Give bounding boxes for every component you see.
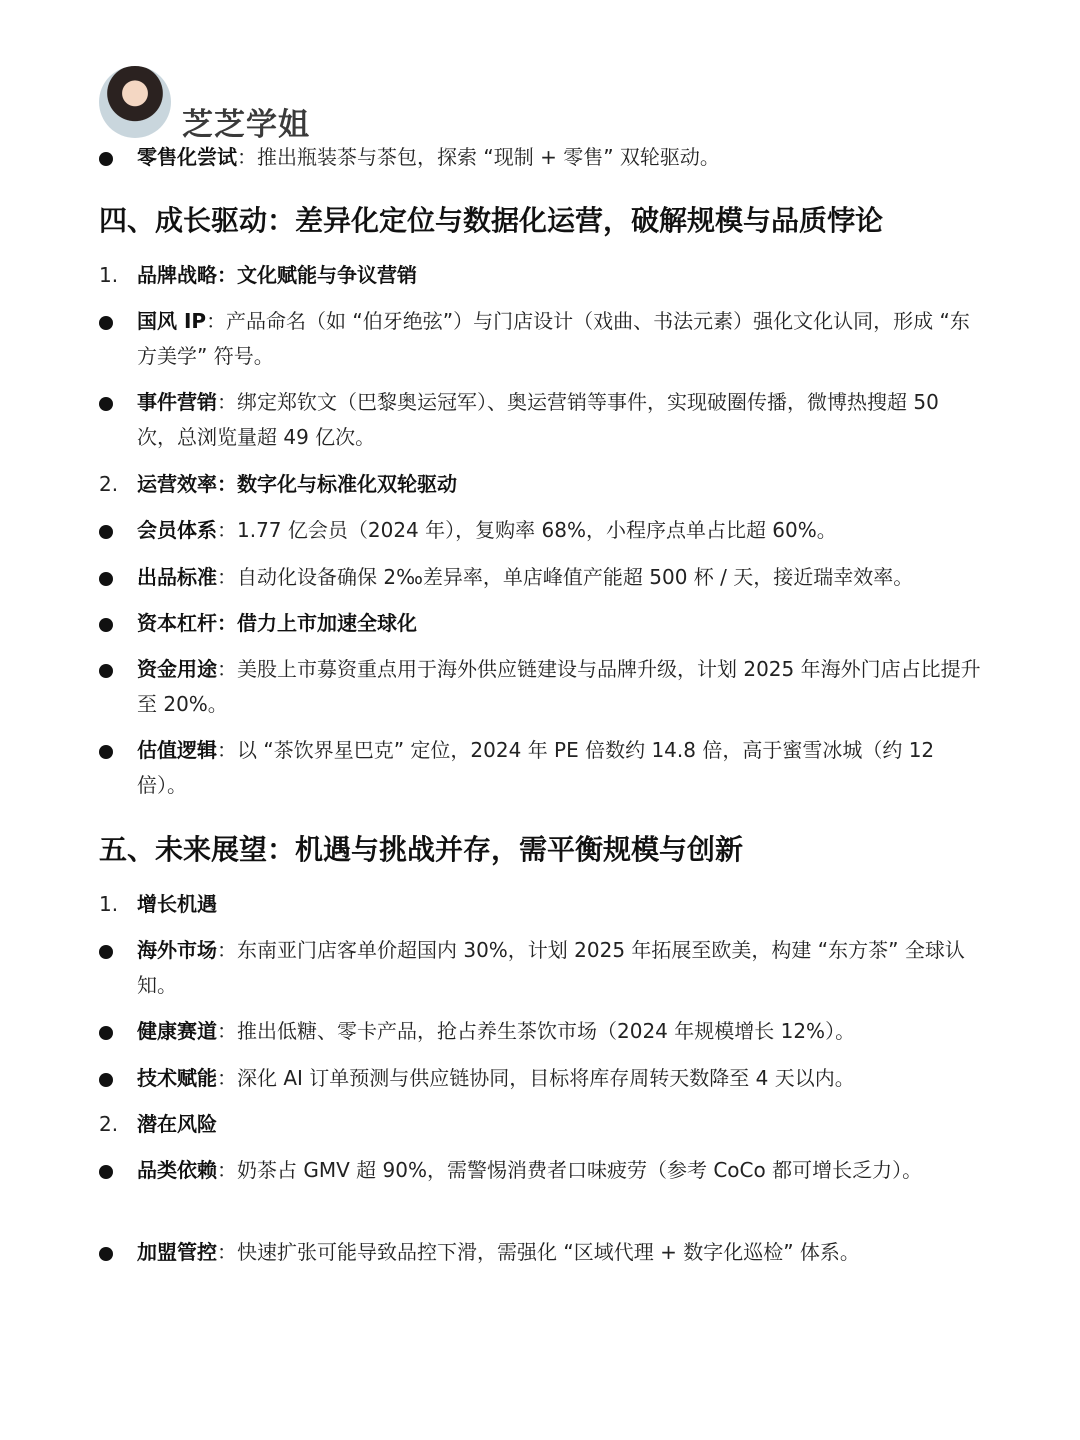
bullet-icon (99, 1026, 113, 1040)
item-text: ：以 “茶饮界星巴克” 定位，2024 年 PE 倍数约 14.8 倍，高于蜜雪冰城（约 12 倍）。 (137, 738, 935, 797)
bullet-icon (99, 572, 113, 586)
item-label: 资本杠杆：借力上市加速全球化 (137, 611, 417, 635)
list-item (99, 933, 984, 1003)
item-label: 估值逻辑 (137, 738, 217, 762)
bullet-icon (99, 945, 113, 959)
item-label: 资金用途 (137, 657, 217, 681)
subheading-label: 品牌战略：文化赋能与争议营销 (137, 263, 417, 287)
list-number: 2. (99, 472, 119, 496)
list-item (99, 513, 984, 548)
numbered-subheading (99, 258, 984, 293)
item-label: 国风 IP (137, 309, 207, 333)
subheading-label: 运营效率：数字化与标准化双轮驱动 (137, 472, 457, 496)
item-text: ：1.77 亿会员（2024 年），复购率 68%，小程序点单占比超 60%。 (217, 518, 837, 542)
subheading-label: 增长机遇 (137, 892, 217, 916)
bullet-icon (99, 1247, 113, 1261)
list-item (99, 1153, 984, 1188)
list-number: 2. (99, 1112, 119, 1136)
item-label: 出品标准 (137, 565, 217, 589)
item-label: 会员体系 (137, 518, 217, 542)
bullet-icon (99, 152, 113, 166)
list-item (99, 140, 984, 175)
bullet-icon (99, 1165, 113, 1179)
list-item (99, 1235, 984, 1270)
list-item (99, 733, 984, 803)
section-title: 五、未来展望：机遇与挑战并存，需平衡规模与创新 (99, 833, 744, 866)
item-label: 海外市场 (137, 938, 217, 962)
list-item (99, 1061, 984, 1096)
list-item (99, 652, 984, 722)
item-text: ：快速扩张可能导致品控下滑，需强化 “区域代理 + 数字化巡检” 体系。 (217, 1240, 860, 1264)
bullet-icon (99, 316, 113, 330)
bullet-icon (99, 397, 113, 411)
item-label: 健康赛道 (137, 1019, 217, 1043)
item-text: ：推出低糖、零卡产品，抢占养生茶饮市场（2024 年规模增长 12%）。 (217, 1019, 856, 1043)
item-text: ：自动化设备确保 2‰差异率，单店峰值产能超 500 杯 / 天，接近瑞幸效率。 (217, 565, 914, 589)
section-title: 四、成长驱动：差异化定位与数据化运营，破解规模与品质悖论 (99, 204, 884, 237)
subheading-label: 潜在风险 (137, 1112, 217, 1136)
item-text: ：深化 AI 订单预测与供应链协同，目标将库存周转天数降至 4 天以内。 (217, 1066, 855, 1090)
item-label: 零售化尝试 (137, 145, 237, 169)
bullet-icon (99, 664, 113, 678)
bullet-icon (99, 745, 113, 759)
item-label: 事件营销 (137, 390, 217, 414)
list-item (99, 606, 984, 641)
list-item (99, 385, 984, 455)
list-item (99, 304, 984, 374)
bullet-icon (99, 525, 113, 539)
list-number: 1. (99, 892, 119, 916)
item-text: ：美股上市募资重点用于海外供应链建设与品牌升级，计划 2025 年海外门店占比提升至 20%。 (137, 657, 981, 716)
author-name: 芝芝学姐 (182, 107, 310, 143)
bullet-icon (99, 1073, 113, 1087)
numbered-subheading (99, 467, 984, 502)
list-item (99, 560, 984, 595)
item-text: ：绑定郑钦文（巴黎奥运冠军）、奥运营销等事件，实现破圈传播，微博热搜超 50 次，总浏览量超 49 亿次。 (137, 390, 939, 449)
list-item (99, 1014, 984, 1049)
list-number: 1. (99, 263, 119, 287)
item-text: ：产品命名（如 “伯牙绝弦”）与门店设计（戏曲、书法元素）强化文化认同，形成 “东方美学” 符号。 (137, 309, 970, 368)
item-label: 技术赋能 (137, 1066, 217, 1090)
item-label: 品类依赖 (137, 1158, 217, 1182)
numbered-subheading (99, 887, 984, 922)
item-label: 加盟管控 (137, 1240, 217, 1264)
numbered-subheading (99, 1107, 984, 1142)
item-text: ：奶茶占 GMV 超 90%，需警惕消费者口味疲劳（参考 CoCo 都可增长乏力）。 (217, 1158, 923, 1182)
item-text: ：推出瓶装茶与茶包，探索 “现制 + 零售” 双轮驱动。 (237, 145, 720, 169)
bullet-icon (99, 618, 113, 632)
avatar (99, 66, 171, 138)
item-text: ：东南亚门店客单价超国内 30%，计划 2025 年拓展至欧美，构建 “东方茶” 全球认知。 (137, 938, 965, 997)
